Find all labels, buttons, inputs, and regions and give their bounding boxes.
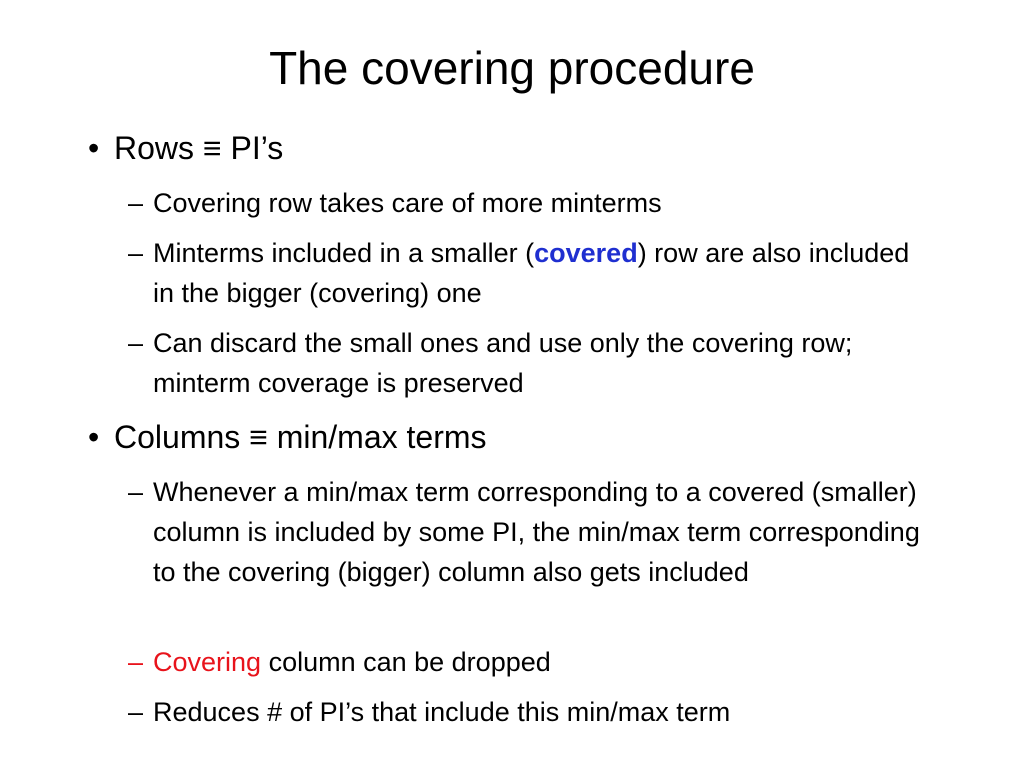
bullet-columns-label: Columns [114, 419, 241, 455]
bullet-columns [88, 417, 487, 457]
dash-marker: – [128, 238, 144, 268]
sub-item-text [128, 233, 928, 313]
equivalence-symbol: ≡ [249, 419, 268, 455]
bullet-marker: • [88, 419, 100, 455]
bullet-rows [88, 128, 283, 168]
dash-marker: – [128, 328, 144, 358]
sub-item-text: Can discard the small ones and use only the covering row; minterm coverage is preserved [153, 328, 853, 398]
sub-item-text-after: ) row are also included in the bigger (covering) one [153, 238, 910, 308]
highlight-covering: Covering [153, 647, 262, 677]
dash-marker: – [128, 477, 144, 507]
bullet-marker: • [88, 130, 100, 166]
sub-item-text: Whenever a min/max term corresponding to a covered (smaller) column is included by some PI, the min/max term corresponding to the covering (bigger) column also gets included [153, 477, 920, 587]
sub-item-text: Covering row takes care of more minterms [153, 188, 662, 218]
dash-marker: – [128, 647, 144, 677]
sub-item-text-after: column can be dropped [261, 647, 551, 677]
sub-item-rows-2 [128, 233, 928, 313]
sub-item-columns-2 [128, 642, 928, 682]
sub-item-rows-1 [128, 183, 928, 223]
equivalence-symbol: ≡ [202, 130, 222, 166]
sub-item-text: Reduces # of PI’s that include this min/max term [153, 697, 731, 727]
highlight-covered: covered [534, 238, 638, 268]
sub-item-columns-1 [128, 472, 928, 592]
sub-item-rows-3 [128, 323, 928, 403]
sub-item-columns-3 [128, 692, 928, 732]
slide-title: The covering procedure [269, 42, 755, 94]
dash-marker: – [128, 697, 144, 727]
sub-item-text [128, 642, 928, 682]
bullet-columns-target: min/max terms [276, 419, 487, 455]
bullet-rows-label: Rows [114, 130, 195, 166]
sub-item-text-before: Minterms included in a smaller ( [153, 238, 535, 268]
dash-marker: – [128, 188, 144, 218]
bullet-rows-target: PI’s [230, 130, 284, 166]
